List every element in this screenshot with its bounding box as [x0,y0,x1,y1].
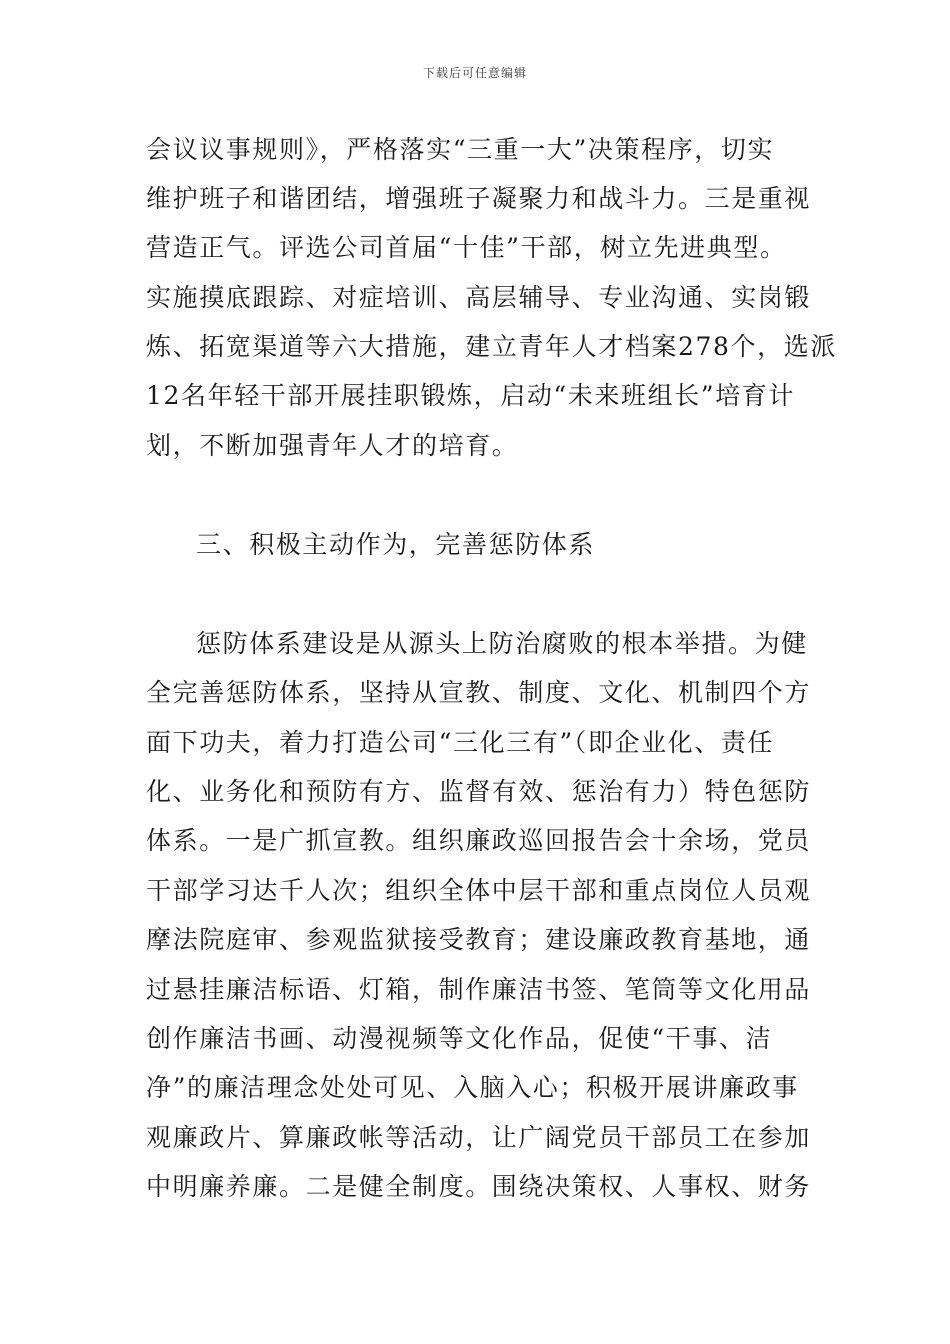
paragraph-line: 观廉政片、算廉政帐等活动，让广阔党员干部员工在参加 [146,1123,812,1152]
paragraph-line: 干部学习达千人次；组织全体中层干部和重点岗位人员观 [146,876,812,905]
paragraph-line: 面下功夫，着力打造公司“三化三有”（即企业化、责任 [146,728,775,757]
paragraph-line: 净”的廉洁理念处处可见、入脑入心；积极开展讲廉政事 [146,1073,799,1102]
paragraph-line: 全完善惩防体系，坚持从宣教、制度、文化、机制四个方 [146,678,812,707]
paragraph-line: 创作廉洁书画、动漫视频等文化作品，促使“干事、洁 [146,1024,773,1053]
paragraph-line: 维护班子和谐团结，增强班子凝聚力和战斗力。三是重视 [146,184,812,213]
paragraph-line: 体系。一是广抓宣教。组织廉政巡回报告会十余场，党员 [146,826,812,855]
paragraph-line: 过悬挂廉洁标语、灯箱，制作廉洁书签、笔筒等文化用品 [146,975,812,1004]
paragraph-line: 12名年轻干部开展挂职锻炼，启动“未来班组长”培育计 [146,381,795,410]
paragraph-line: 实施摸底跟踪、对症培训、高层辅导、专业沟通、实岗锻 [146,283,812,312]
paragraph-line: 会议议事规则》，严格落实“三重一大”决策程序，切实 [146,135,775,164]
paragraph-line: 惩防体系建设是从源头上防治腐败的根本举措。为健 [196,629,808,658]
paragraph-line: 划，不断加强青年人才的培育。 [146,431,519,460]
paragraph-line: 营造正气。评选公司首届“十佳”干部，树立先进典型。 [146,233,787,262]
paragraph-line: 化、业务化和预防有方、监督有效、惩治有力）特色惩防 [146,777,812,806]
section-heading: 三、积极主动作为，完善惩防体系 [196,530,596,559]
paragraph-line: 炼、拓宽渠道等六大措施，建立青年人才档案278个，选派 [146,332,837,361]
page-header: 下载后可任意编辑 [422,66,527,80]
paragraph-line: 摩法院庭审、参观监狱接受教育；建设廉政教育基地，通 [146,925,812,954]
paragraph-line: 中明廉养廉。二是健全制度。围绕决策权、人事权、财务 [146,1172,812,1201]
